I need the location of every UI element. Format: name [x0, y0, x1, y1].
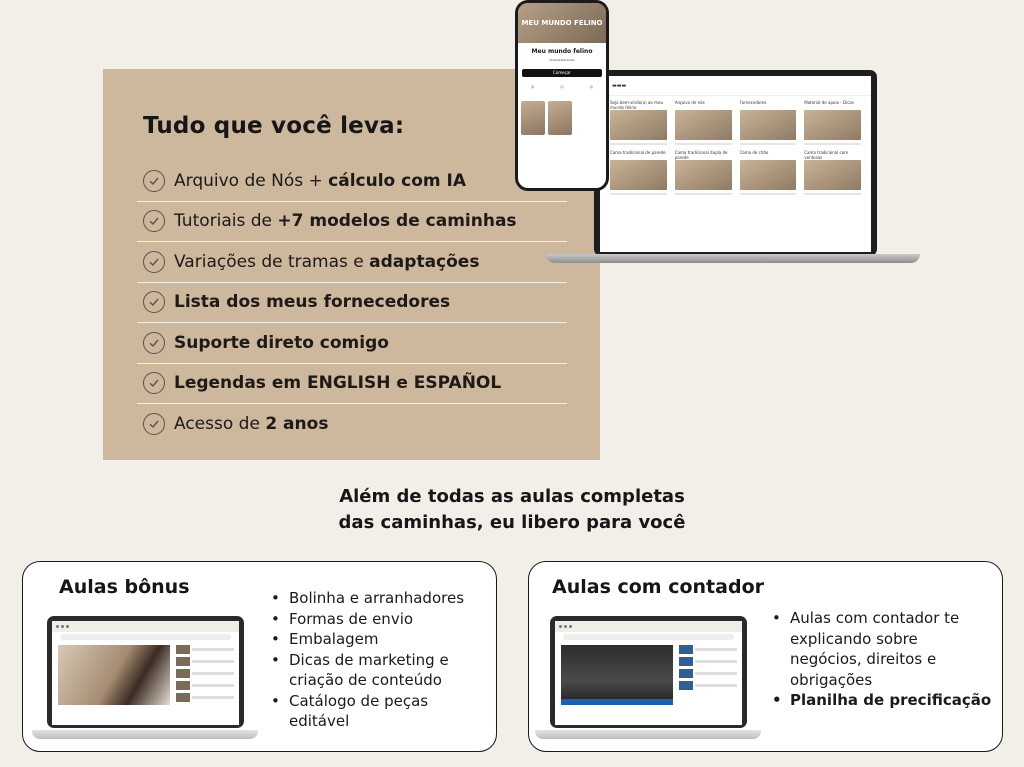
course-card: Cama de chão — [740, 150, 797, 195]
accountant-card-title: Aulas com contador — [552, 576, 764, 598]
course-grid — [600, 96, 871, 199]
laptop-screen — [600, 76, 871, 252]
phone-hero: MEU MUNDO FELINO — [518, 3, 606, 43]
check-circle-icon — [143, 210, 165, 232]
bonus-card-title: Aulas bônus — [59, 576, 190, 598]
course-card: Fornecedores — [740, 100, 797, 145]
list-item: • Catálogo de peças editável — [269, 691, 479, 732]
feature-item: Tutoriais de +7 modelos de caminhas — [137, 202, 567, 243]
list-item: • Formas de envio — [269, 609, 479, 630]
accountant-list — [770, 608, 992, 711]
list-item: • Dicas de marketing e criação de conteúdo — [269, 650, 479, 691]
bonus-laptop-base — [32, 730, 258, 739]
phone-start-button: Começar — [522, 69, 602, 77]
bonus-laptop — [47, 616, 244, 728]
feature-list — [137, 161, 567, 445]
panel-title: Tudo que você leva: — [143, 113, 405, 139]
accountant-card — [528, 561, 1003, 752]
course-card: Seja bem-vindo(a) ao meu mundo felino — [610, 100, 667, 145]
phone-title: Meu mundo felino — [531, 48, 593, 55]
course-header: ▬▬▬ — [600, 76, 871, 96]
list-item: • Planilha de precificação — [770, 690, 992, 711]
list-item: • Bolinha e arranhadores — [269, 588, 479, 609]
feature-item: Lista dos meus fornecedores — [137, 283, 567, 324]
list-item: • Aulas com contador te explicando sobre negócios, direitos e obrigações — [770, 608, 992, 690]
course-card: Cama tradicional dupla de parede — [675, 150, 732, 195]
phone-screen: MEU MUNDO FELINO Meu mundo felino ▬▬▬▬▬▬▬▬▬ Começar ◎ ◎ ◎ — [518, 3, 606, 188]
list-item: • Embalagem — [269, 629, 479, 650]
accountant-laptop-base — [535, 730, 761, 739]
phone-icons: ◎ ◎ ◎ — [530, 84, 594, 89]
check-circle-icon — [143, 332, 165, 354]
feature-item: Legendas em ENGLISH e ESPAÑOL — [137, 364, 567, 405]
video-thumbnail — [561, 645, 673, 705]
feature-item: Suporte direto comigo — [137, 323, 567, 364]
check-circle-icon — [143, 251, 165, 273]
bonus-heading: Além de todas as aulas completas das caminhas, eu libero para você — [338, 486, 686, 533]
feature-item: Arquivo de Nós + cálculo com IA — [137, 161, 567, 202]
lesson-sidebar — [176, 645, 234, 705]
check-circle-icon — [143, 372, 165, 394]
course-card: Material de apoio - Dicas — [804, 100, 861, 145]
video-thumbnail — [58, 645, 170, 705]
feature-item: Acesso de 2 anos — [137, 404, 567, 445]
check-circle-icon — [143, 170, 165, 192]
feature-item: Variações de tramas e adaptações — [137, 242, 567, 283]
bonus-card — [22, 561, 497, 752]
course-card: Cama tradicional com ventosas — [804, 150, 861, 195]
phone-thumbs — [521, 101, 603, 135]
phone-mockup — [515, 0, 609, 191]
course-card: Arquivo de nós — [675, 100, 732, 145]
laptop-mockup — [594, 70, 877, 256]
accountant-laptop — [550, 616, 747, 728]
course-card: Cama tradicional de parede — [610, 150, 667, 195]
bonus-list — [269, 588, 479, 732]
laptop-base — [546, 254, 920, 263]
check-circle-icon — [143, 413, 165, 435]
lesson-sidebar — [679, 645, 737, 693]
check-circle-icon — [143, 291, 165, 313]
